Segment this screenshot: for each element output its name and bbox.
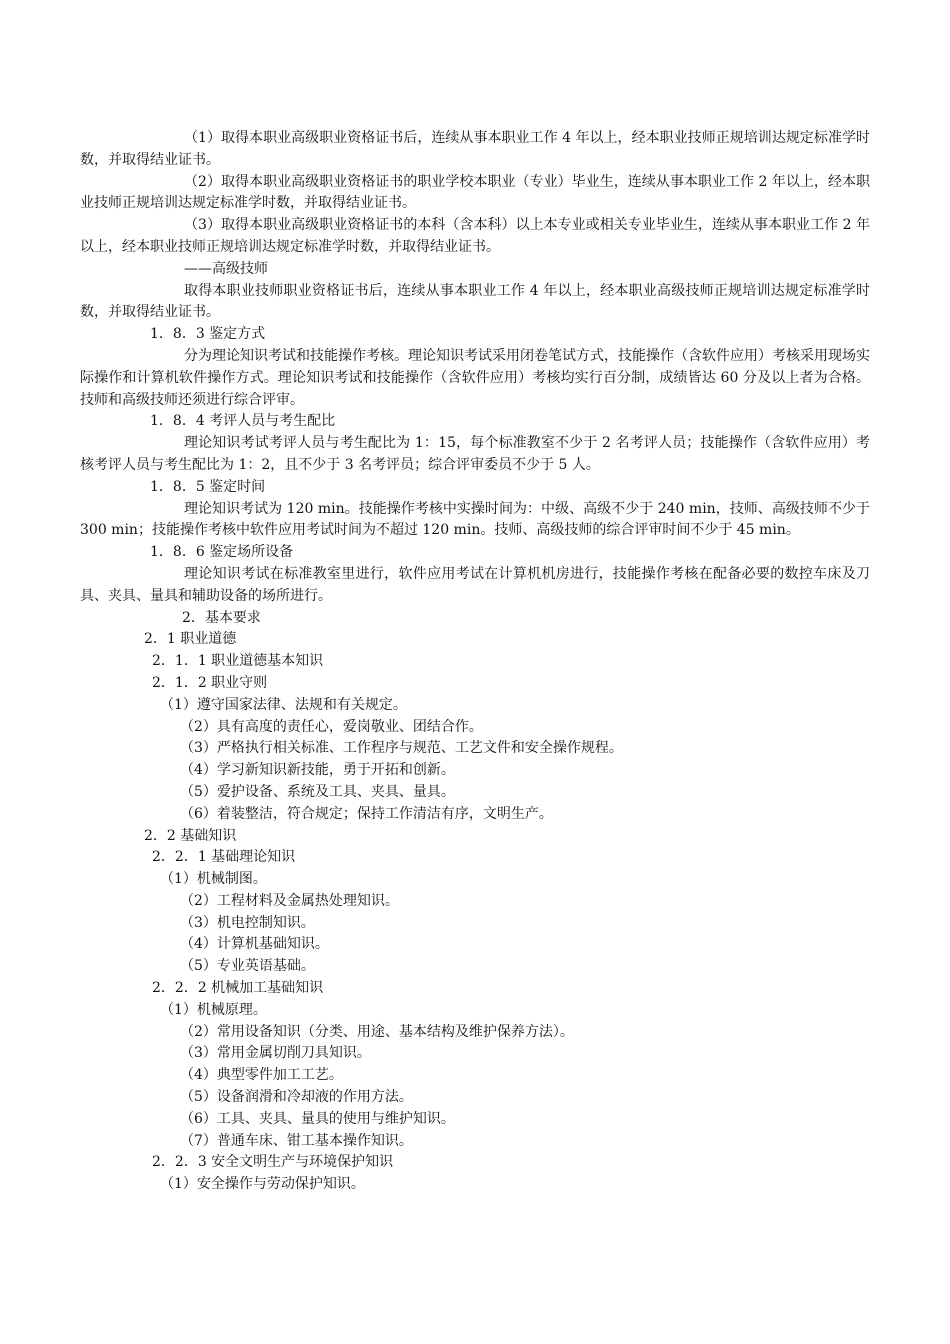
paragraph: （5）爱护设备、系统及工具、夹具、量具。 xyxy=(180,783,455,800)
paragraph: 1．8．5 鉴定时间 xyxy=(150,478,266,495)
paragraph: （3）严格执行相关标准、工作程序与规范、工艺文件和安全操作规程。 xyxy=(180,740,623,757)
paragraph: （6）工具、夹具、量具的使用与维护知识。 xyxy=(180,1110,455,1127)
paragraph: （2）取得本职业高级职业资格证书的职业学校本职业（专业）毕业生，连续从事本职业工作 2 年以上，经本职业技师正规培训达规定标准学时数，并取得结业证书。 xyxy=(80,173,870,212)
paragraph: 2．1．1 职业道德基本知识 xyxy=(152,653,324,670)
paragraph: 分为理论知识考试和技能操作考核。理论知识考试采用闭卷笔试方式，技能操作（含软件应用）考核采用现场实际操作和计算机软件操作方式。理论知识考试和技能操作（含软件应用）考核均实行百分制，成绩皆达 60 分及以上者为合格。技师和高级技师还须进行综合评审。 xyxy=(80,347,870,408)
paragraph: 1．8．4 考评人员与考生配比 xyxy=(150,413,336,430)
paragraph: 2．2．2 机械加工基础知识 xyxy=(152,980,324,997)
paragraph: 2．基本要求 xyxy=(182,609,261,626)
paragraph: （3）取得本职业高级职业资格证书的本科（含本科）以上本专业或相关专业毕业生，连续从事本职业工作 2 年以上，经本职业技师正规培训达规定标准学时数，并取得结业证书。 xyxy=(80,217,870,255)
paragraph: 2．2．3 安全文明生产与环境保护知识 xyxy=(152,1154,394,1171)
paragraph: （1）机械原理。 xyxy=(160,1001,267,1018)
paragraph: （1）机械制图。 xyxy=(160,871,267,888)
paragraph: 理论知识考试考评人员与考生配比为 1：15，每个标准教室不少于 2 名考评人员；技能操作（含软件应用）考核考评人员与考生配比为 1：2，且不少于 3 名考评员；综合评审委员不少于 5 人。 xyxy=(80,435,870,473)
paragraph: 取得本职业技师职业资格证书后，连续从事本职业工作 4 年以上，经本职业高级技师正规培训达规定标准学时数，并取得结业证书。 xyxy=(80,282,870,321)
document-body xyxy=(80,128,870,1196)
paragraph: 2．2．1 基础理论知识 xyxy=(152,849,296,866)
paragraph: （1）取得本职业高级职业资格证书后，连续从事本职业工作 4 年以上，经本职业技师正规培训达规定标准学时数，并取得结业证书。 xyxy=(80,130,870,168)
paragraph: （2）工程材料及金属热处理知识。 xyxy=(180,892,399,909)
paragraph: 2．2 基础知识 xyxy=(144,827,237,844)
paragraph: （6）着装整洁，符合规定；保持工作清洁有序，文明生产。 xyxy=(180,805,553,822)
paragraph: 1．8．6 鉴定场所设备 xyxy=(150,544,294,561)
paragraph: 理论知识考试为 120 min。技能操作考核中实操时间为：中级、高级不少于 240 min，技师、高级技师不少于 300 min；技能操作考核中软件应用考试时间为不超过 120 min。技师、高级技师的综合评审时间不少于 45 min。 xyxy=(80,500,870,539)
paragraph: （4）计算机基础知识。 xyxy=(180,936,329,953)
paragraph: （3）常用金属切削刀具知识。 xyxy=(180,1045,371,1062)
paragraph: （5）专业英语基础。 xyxy=(180,958,315,975)
paragraph: （4）学习新知识新技能，勇于开拓和创新。 xyxy=(180,762,455,779)
paragraph: （5）设备润滑和冷却液的作用方法。 xyxy=(180,1089,413,1106)
paragraph: （1）安全操作与劳动保护知识。 xyxy=(160,1176,365,1193)
paragraph: 1．8．3 鉴定方式 xyxy=(150,326,266,343)
paragraph: 2．1 职业道德 xyxy=(144,631,237,648)
paragraph: ——高级技师 xyxy=(184,260,268,277)
paragraph: （2）具有高度的责任心，爱岗敬业、团结合作。 xyxy=(180,718,483,735)
paragraph: （3）机电控制知识。 xyxy=(180,914,315,931)
paragraph: （4）典型零件加工工艺。 xyxy=(180,1067,343,1084)
paragraph: （2）常用设备知识（分类、用途、基本结构及维护保养方法）。 xyxy=(180,1023,574,1040)
paragraph: （1）遵守国家法律、法规和有关规定。 xyxy=(160,696,407,713)
paragraph: （7）普通车床、钳工基本操作知识。 xyxy=(180,1132,413,1149)
paragraph: 理论知识考试在标准教室里进行，软件应用考试在计算机机房进行，技能操作考核在配备必要的数控车床及刀具、夹具、量具和辅助设备的场所进行。 xyxy=(80,565,870,604)
paragraph: 2．1．2 职业守则 xyxy=(152,674,268,691)
